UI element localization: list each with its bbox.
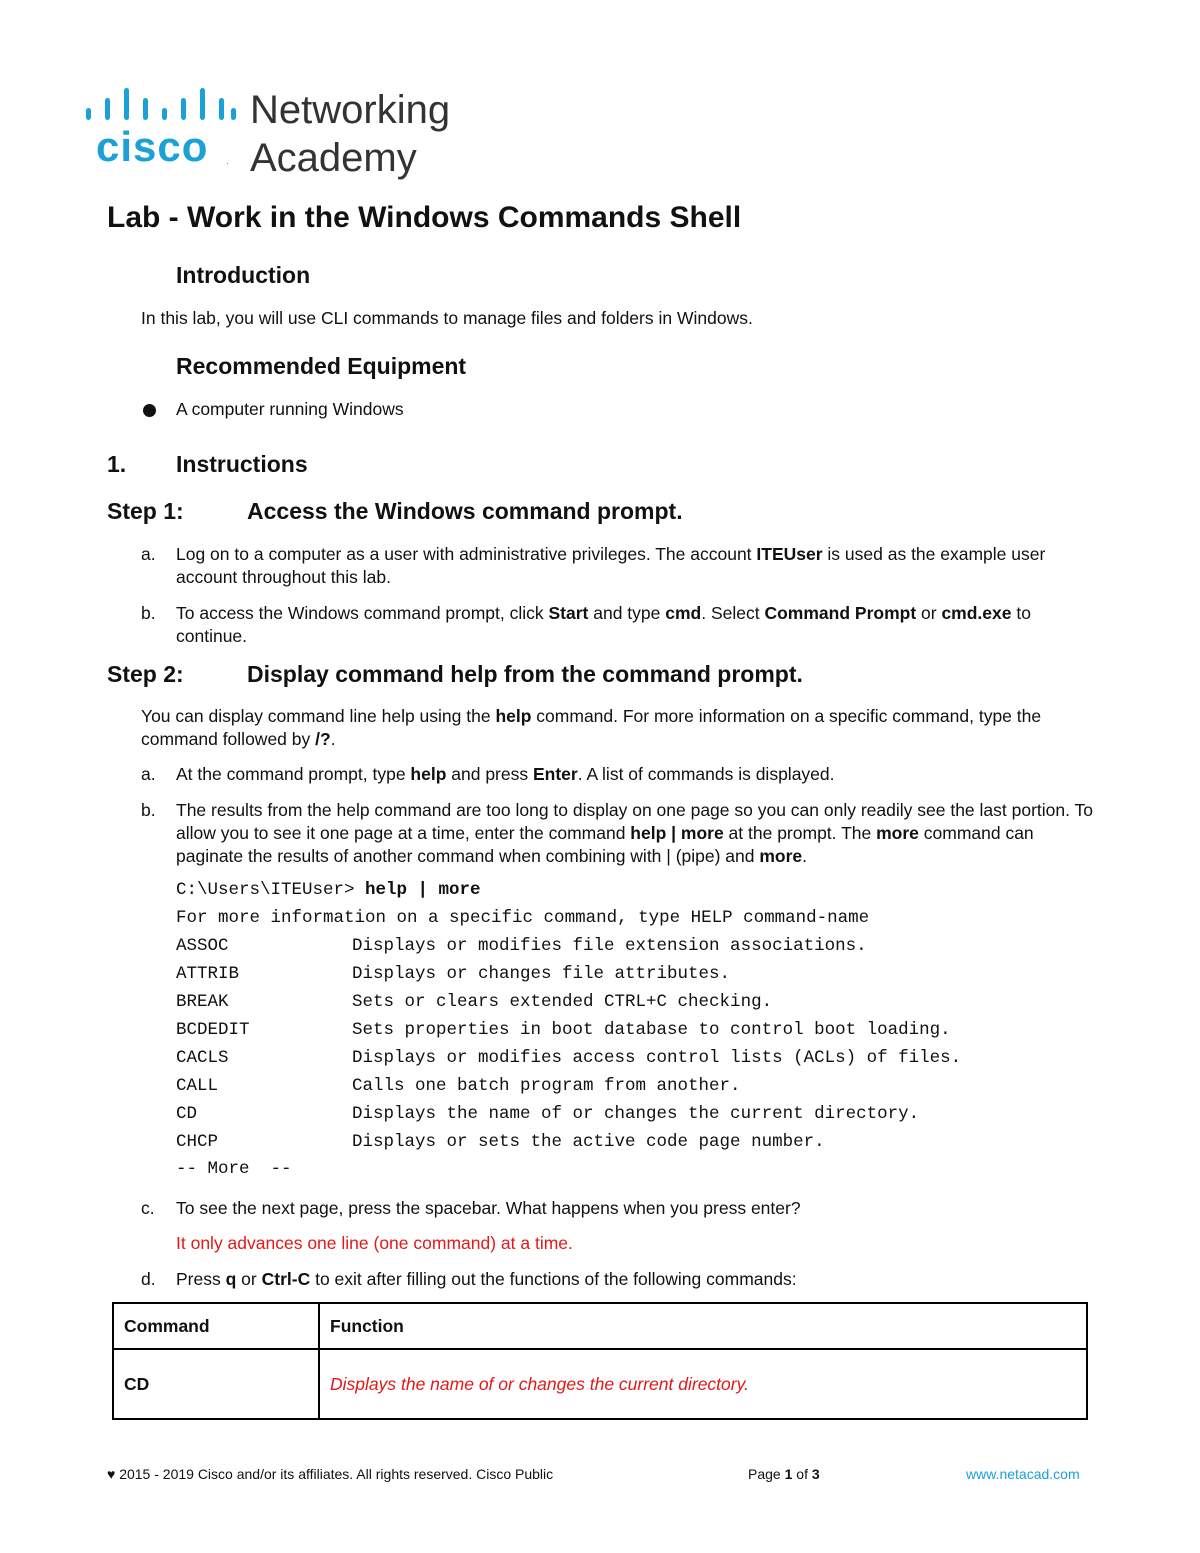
footer-copyright: ♥ 2015 - 2019 Cisco and/or its affiliates. All rights reserved. Cisco Public — [107, 1466, 554, 1482]
step2-d-letter: d. — [141, 1269, 156, 1289]
equipment-item: A computer running Windows — [176, 399, 404, 419]
step2-b-letter: b. — [141, 800, 156, 820]
cisco-wordmark: cisco — [96, 123, 209, 170]
step1-a-text: Log on to a computer as a user with administrative privileges. The account ITEUser is used as the example user account throughout this lab. — [176, 544, 1046, 587]
introduction-text: In this lab, you will use CLI commands to manage files and folders in Windows. — [141, 308, 753, 328]
trademark-dot: . — [226, 156, 229, 167]
console-command-line: C:\Users\ITEUser> help | more — [176, 880, 481, 900]
table-header-row — [113, 1303, 1087, 1349]
console-row: CHCP Displays or sets the active code page number. — [176, 1132, 825, 1152]
step2-c-text: To see the next page, press the spacebar. What happens when you press enter? — [176, 1198, 801, 1218]
step2-d-text: Press q or Ctrl-C to exit after filling out the functions of the following commands: — [176, 1269, 797, 1289]
step1-heading: Access the Windows command prompt. — [247, 498, 683, 524]
console-row: CALL Calls one batch program from another. — [176, 1076, 741, 1096]
step2-label: Step 2: — [107, 661, 184, 687]
command-function-table — [112, 1302, 1088, 1420]
step1-b-letter: b. — [141, 603, 156, 623]
table-cell-command: CD — [113, 1349, 319, 1419]
table-header-function: Function — [319, 1303, 1087, 1349]
page-title: Lab - Work in the Windows Commands Shell — [107, 201, 742, 234]
cisco-bars-logo — [86, 88, 236, 128]
step2-heading: Display command help from the command prompt. — [247, 661, 803, 687]
bullet-icon — [143, 404, 156, 417]
step2-c-letter: c. — [141, 1198, 155, 1218]
console-row: ATTRIB Displays or changes file attributes. — [176, 964, 731, 984]
console-row: ASSOC Displays or modifies file extension associations. — [176, 936, 867, 956]
step2-intro-text: You can display command line help using the help command. For more information on a specific command, type the command followed by /?. — [141, 706, 1042, 749]
step2-b-text: The results from the help command are too long to display on one page so you can only readily see the last portion. To allow you to see it one page at a time, enter the command help | more at the prompt. The more command can paginate the results of another command when combining with | (pipe) and more. — [176, 800, 1094, 866]
netacad-logo-text — [250, 86, 450, 182]
section-heading: Instructions — [176, 451, 308, 477]
table-header-command: Command — [113, 1303, 319, 1349]
console-row: BREAK Sets or clears extended CTRL+C checking. — [176, 992, 773, 1012]
equipment-heading: Recommended Equipment — [176, 353, 467, 379]
table-row — [113, 1349, 1087, 1419]
console-row: BCDEDIT Sets properties in boot database to control boot loading. — [176, 1020, 951, 1040]
step2-c-answer: It only advances one line (one command) at a time. — [176, 1233, 573, 1253]
section-number: 1. — [107, 451, 127, 477]
step2-a-letter: a. — [141, 764, 156, 784]
console-output — [176, 932, 1076, 1182]
footer-page-number: Page 1 of 3 — [748, 1466, 820, 1482]
table-cell-function: Displays the name of or changes the current directory. — [319, 1349, 1087, 1419]
logo-line-academy: Academy — [250, 136, 417, 180]
step1-b-text: To access the Windows command prompt, click Start and type cmd. Select Command Prompt or cmd.exe to continue. — [176, 603, 1031, 646]
console-row: CD Displays the name of or changes the current directory. — [176, 1104, 920, 1124]
heart-icon: ♥ — [107, 1466, 116, 1482]
footer-netacad-link[interactable]: www.netacad.com — [966, 1466, 1080, 1482]
step1-a-letter: a. — [141, 544, 156, 564]
console-more-prompt: -- More -- — [176, 1159, 292, 1179]
step2-a-text: At the command prompt, type help and press Enter. A list of commands is displayed. — [176, 764, 835, 784]
console-header: For more information on a specific command, type HELP command-name — [176, 908, 870, 928]
introduction-heading: Introduction — [176, 262, 311, 288]
logo-line-networking: Networking — [250, 88, 451, 132]
console-row: CACLS Displays or modifies access control lists (ACLs) of files. — [176, 1048, 962, 1068]
step1-label: Step 1: — [107, 498, 184, 524]
